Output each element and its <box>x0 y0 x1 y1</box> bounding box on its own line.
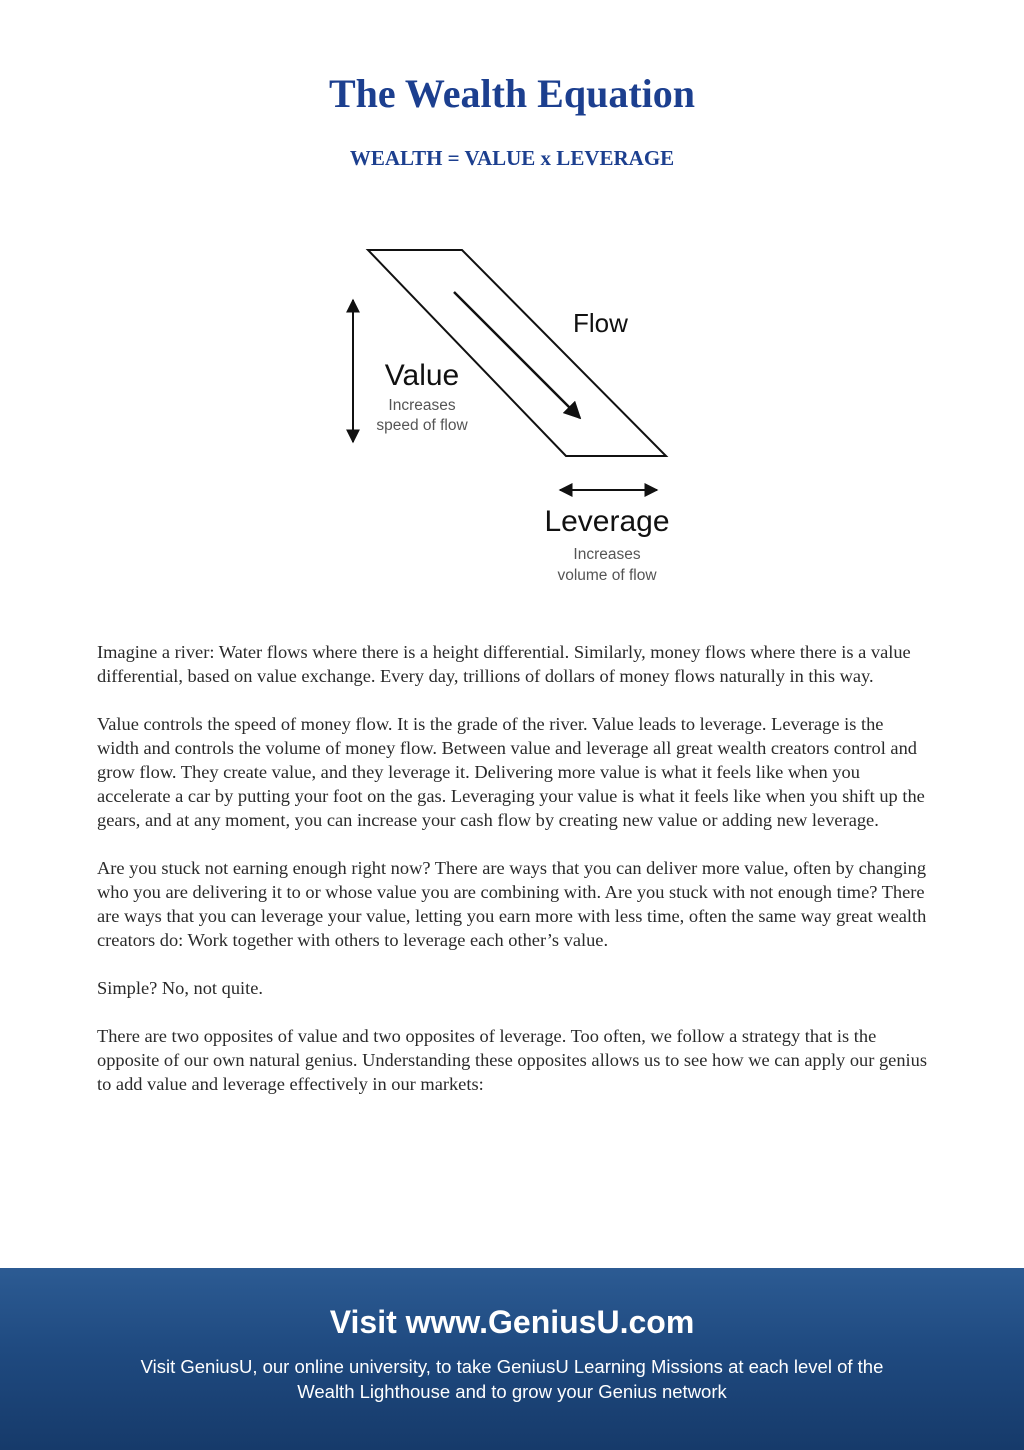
value-label: Value <box>384 359 460 392</box>
footer-link-heading[interactable]: Visit www.GeniusU.com <box>329 1304 695 1340</box>
leverage-label: Leverage <box>544 505 670 538</box>
article-body <box>97 640 927 1120</box>
footer-banner <box>0 1268 1024 1450</box>
wealth-formula: WEALTH = VALUE x LEVERAGE <box>349 146 675 170</box>
paragraph: Value controls the speed of money flow. It is the grade of the river. Value leads to leverage. Leverage is the width and controls the volume of money flow. Between value and leverage all great wealth creators control and grow flow. They create value, and they leverage it. Delivering more value is what it feels like when you accelerate a car by putting your foot on the gas. Leveraging your value is what it feels like when you shift up the gears, and at any moment, you can increase your cash flow by creating new value or adding new leverage. <box>97 714 925 830</box>
paragraph: Simple? No, not quite. <box>97 978 264 998</box>
flow-arrow <box>454 292 580 418</box>
leverage-caption: Increases <box>573 546 641 563</box>
paragraph: There are two opposites of value and two opposites of leverage. Too often, we follow a strategy that is the opposite of our own natural genius. Understanding these opposites allows us to see how we can apply our genius to add value and leverage effectively in our markets: <box>97 1026 927 1094</box>
wealth-flow-diagram <box>330 230 710 600</box>
leverage-caption: volume of flow <box>557 567 657 584</box>
page-title: The Wealth Equation <box>328 71 696 116</box>
flow-label: Flow <box>573 308 628 338</box>
value-caption: Increases <box>388 397 456 414</box>
paragraph: Imagine a river: Water flows where there is a height differential. Similarly, money flows where there is a value differential, based on value exchange. Every day, trillions of dollars of money flows naturally in this way. <box>97 642 911 686</box>
value-caption: speed of flow <box>376 417 468 434</box>
paragraph: Are you stuck not earning enough right now? There are ways that you can deliver more value, often by changing who you are delivering it to or whose value you are combining with. Are you stuck with not enough time? There are ways that you can leverage your value, letting you earn more with less time, often the same way great wealth creators do: Work together with others to leverage each other’s value. <box>97 858 927 950</box>
footer-description: Visit GeniusU, our online university, to take GeniusU Learning Missions at each level of the Wealth Lighthouse and to grow your Genius network <box>140 1356 884 1402</box>
